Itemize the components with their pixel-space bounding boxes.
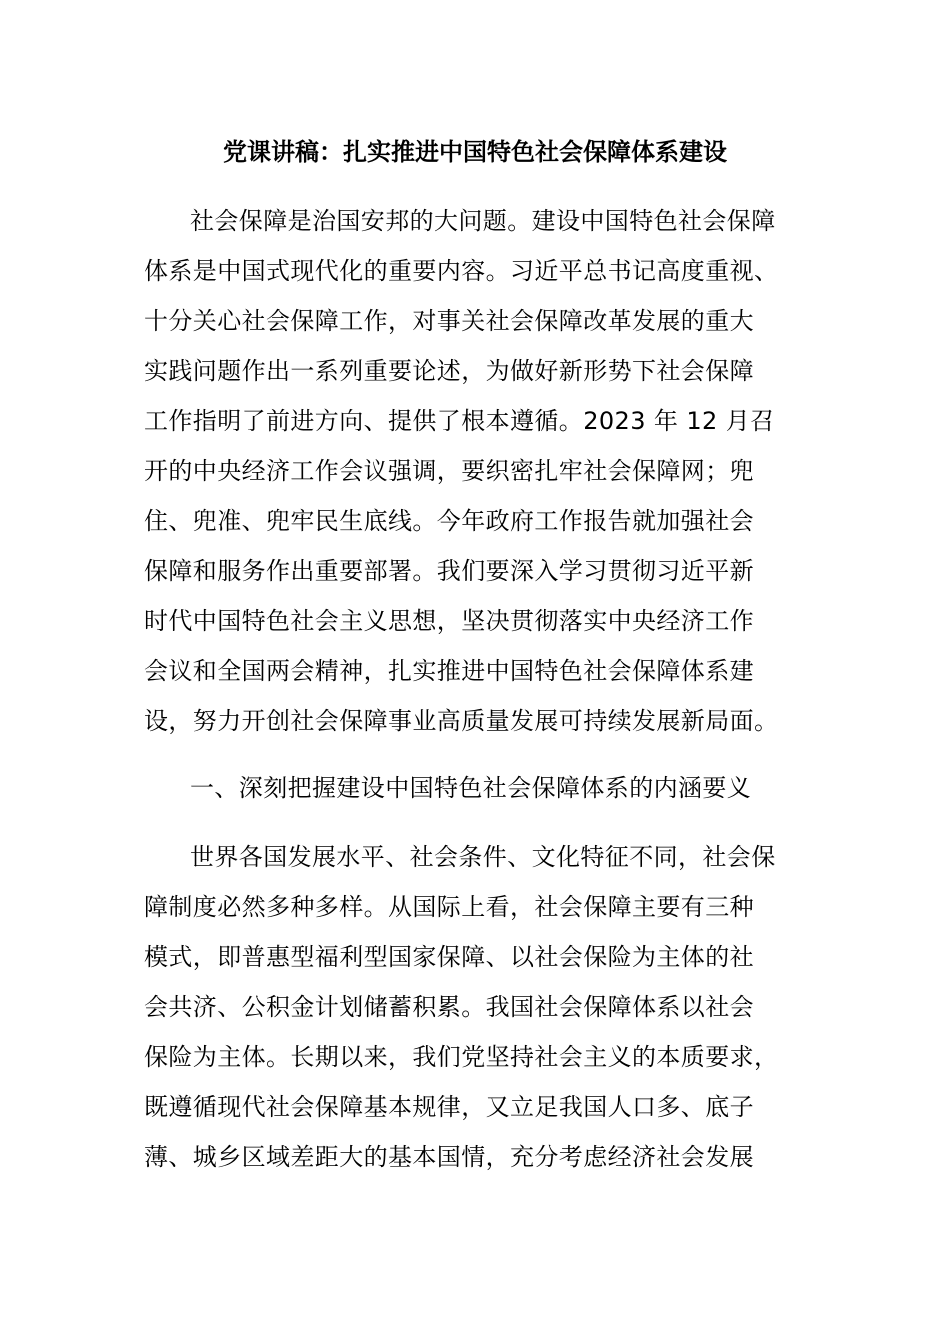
paragraph-line: 时代中国特色社会主义思想，坚决贯彻落实中央经济工作 [144,607,754,635]
paragraph-line: 实践问题作出一系列重要论述，为做好新形势下社会保障 [144,357,754,385]
paragraph-line: 保障和服务作出重要部署。我们要深入学习贯彻习近平新 [144,557,754,585]
paragraph-line: 障制度必然多种多样。从国际上看，社会保障主要有三种 [144,893,754,921]
paragraph-line: 工作指明了前进方向、提供了根本遵循。2023 年 12 月召 [144,407,775,435]
paragraph-line: 设，努力开创社会保障事业高质量发展可持续发展新局面。 [144,707,779,735]
paragraph-line: 模式，即普惠型福利型国家保障、以社会保险为主体的社 [144,943,754,971]
paragraph-line: 既遵循现代社会保障基本规律，又立足我国人口多、底子 [144,1093,754,1121]
paragraph-line: 会共济、公积金计划储蓄积累。我国社会保障体系以社会 [144,993,754,1021]
paragraph-section-one [144,832,824,1182]
paragraph-intro [144,196,824,746]
paragraph-line: 社会保障是治国安邦的大问题。建设中国特色社会保障 [190,207,776,235]
paragraph-line: 会议和全国两会精神，扎实推进中国特色社会保障体系建 [144,657,754,685]
section-heading [144,763,824,813]
paragraph-line: 薄、城乡区域差距大的基本国情，充分考虑经济社会发展 [144,1143,754,1171]
paragraph-line: 保险为主体。长期以来，我们党坚持社会主义的本质要求， [144,1043,779,1071]
section-heading-text: 一、深刻把握建设中国特色社会保障体系的内涵要义 [190,774,752,802]
document-title: 党课讲稿：扎实推进中国特色社会保障体系建设 [223,138,727,166]
paragraph-line: 十分关心社会保障工作，对事关社会保障改革发展的重大 [144,307,754,335]
paragraph-line: 体系是中国式现代化的重要内容。习近平总书记高度重视、 [144,257,779,285]
paragraph-line: 开的中央经济工作会议强调，要织密扎牢社会保障网；兜 [144,457,754,485]
paragraph-line: 住、兜准、兜牢民生底线。今年政府工作报告就加强社会 [144,507,754,535]
paragraph-line: 世界各国发展水平、社会条件、文化特征不同，社会保 [190,843,776,871]
